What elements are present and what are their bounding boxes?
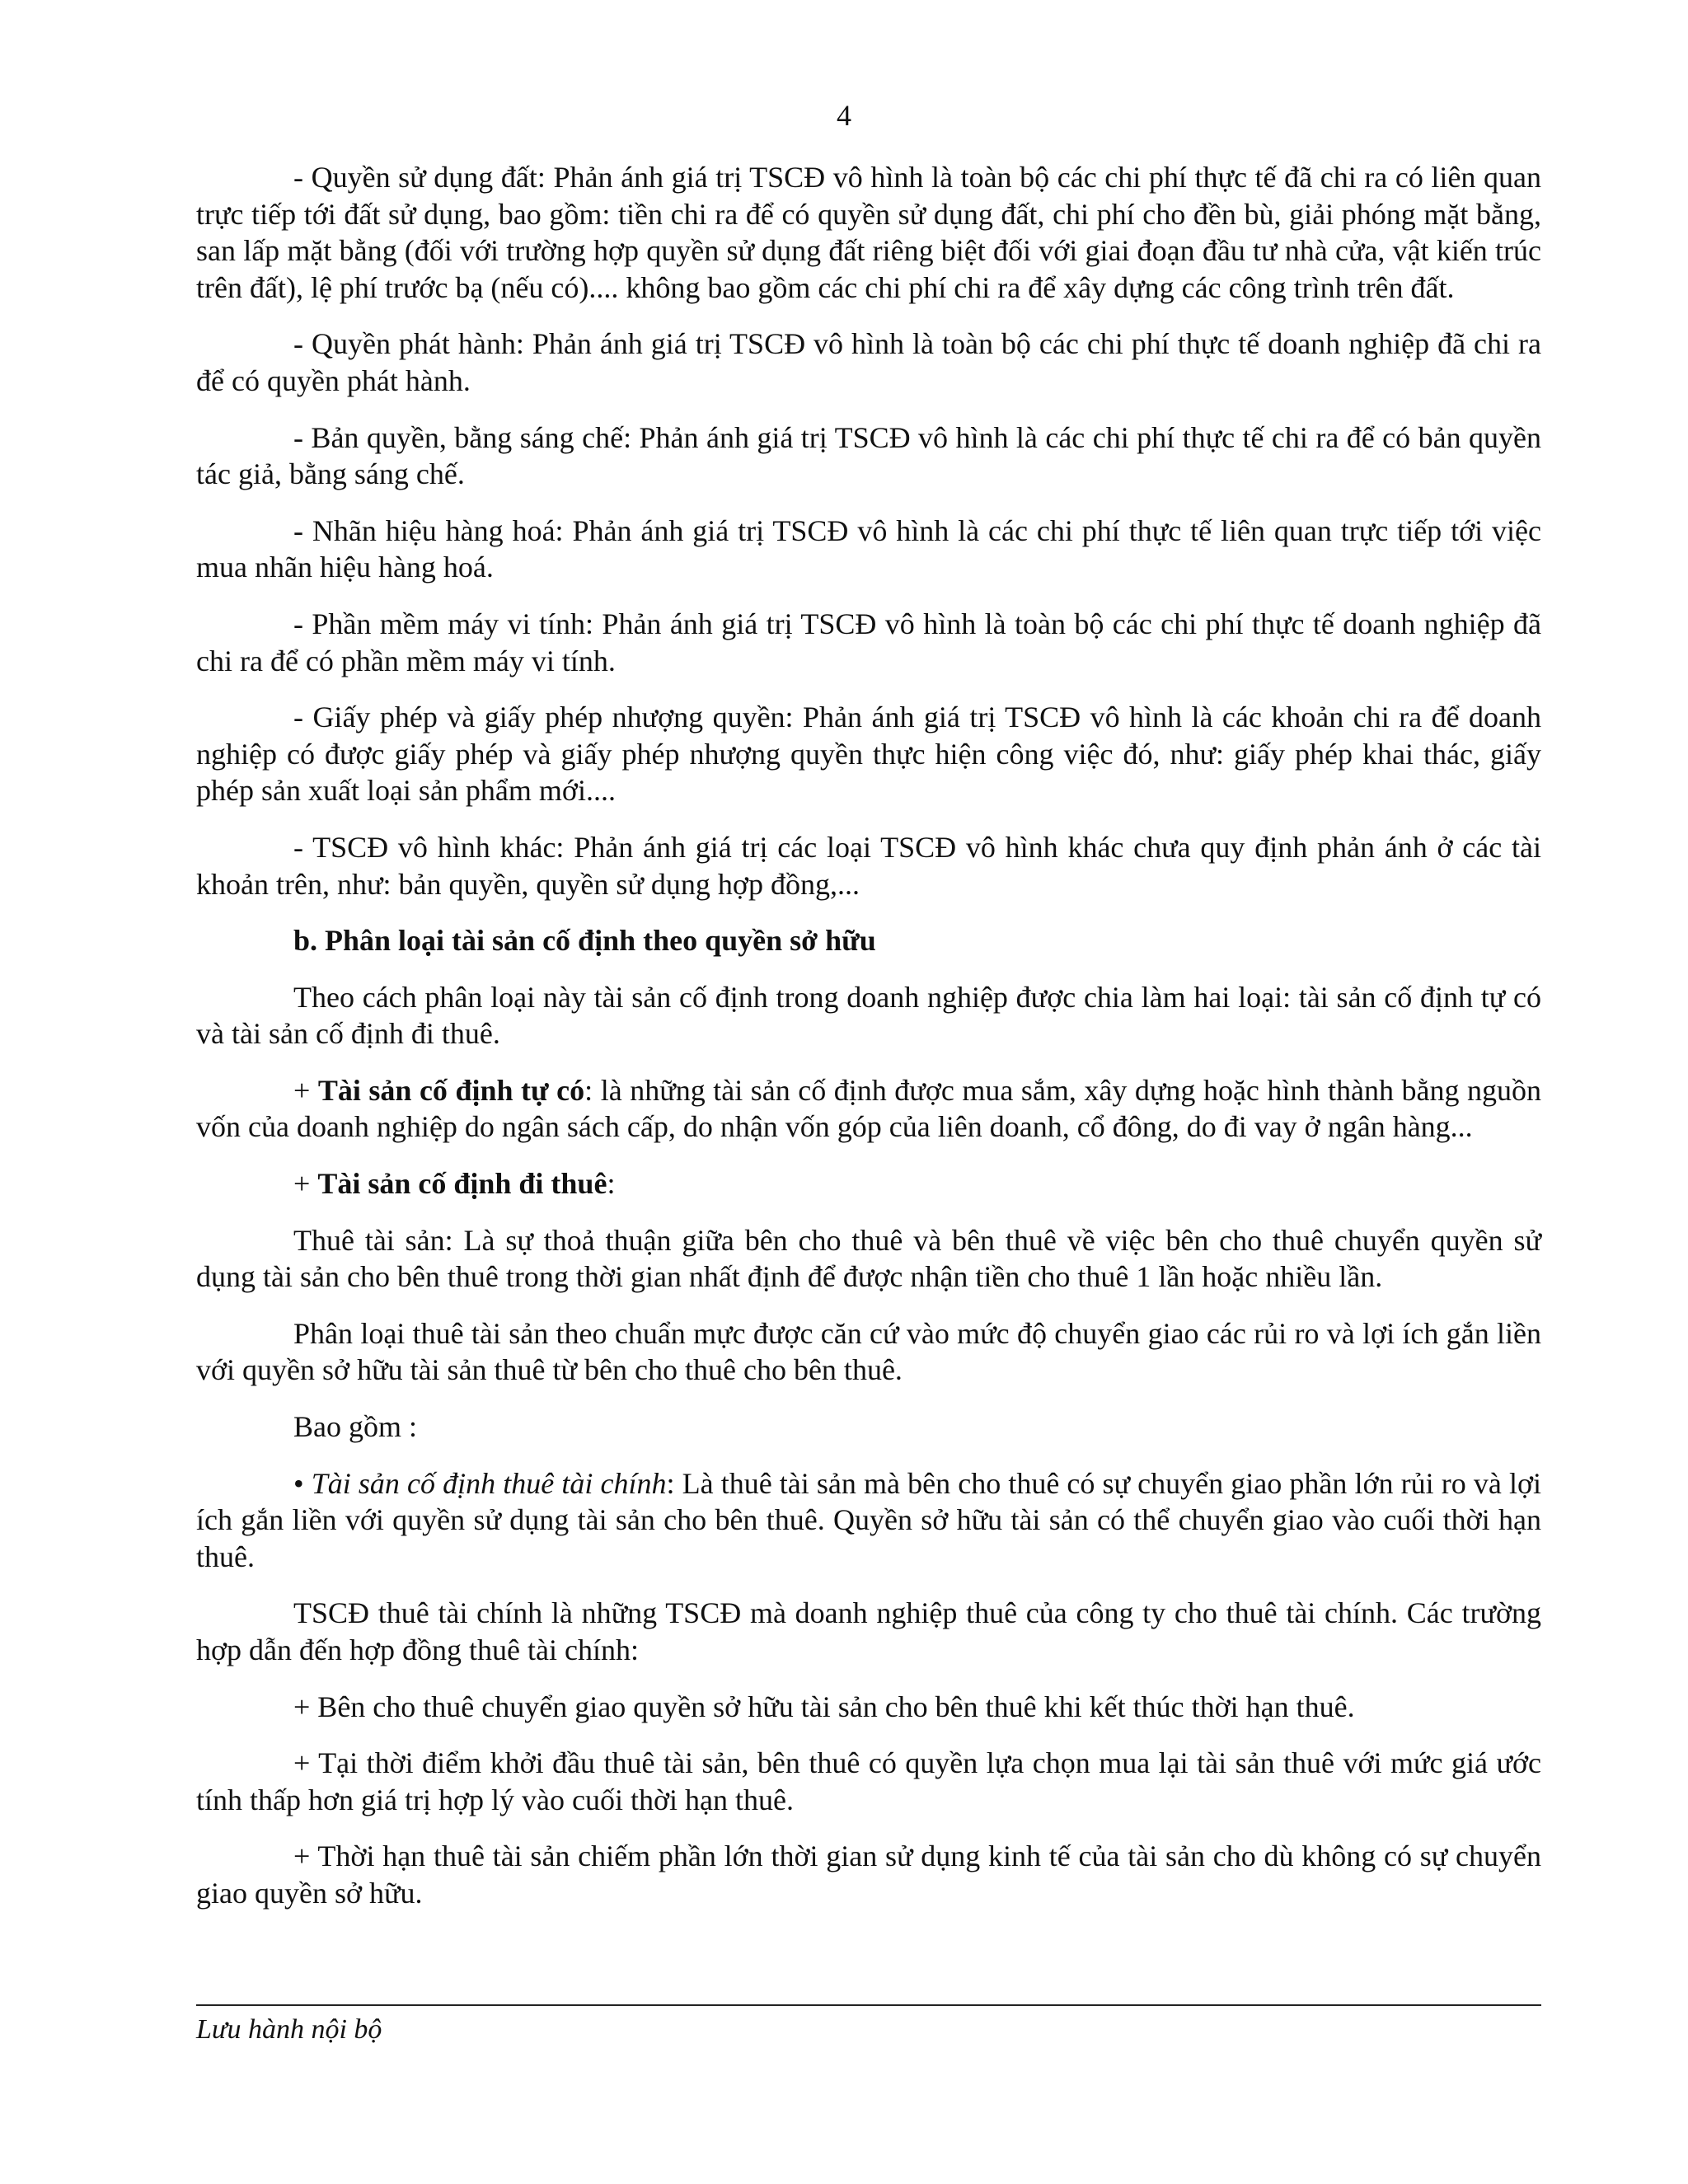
paragraph-case-purchase-option: + Tại thời điểm khởi đầu thuê tài sản, bên thuê có quyền lựa chọn mua lại tài sản thuê với mức giá ước tính thấp hơn giá trị hợp lý vào cuối thời hạn thuê.	[196, 1746, 1541, 1816]
paragraph-includes: Bao gồm :	[293, 1410, 417, 1444]
finance-lease-definition: : Là thuê tài sản mà bên cho thuê có sự chuyển giao phần lớn rủi ro và lợi ích gắn liền với quyền sử dụng tài sản cho bên thuê. Quyền sở hữu tài sản có thể chuyển giao vào cuối thời hạn thuê.	[196, 1466, 1542, 1573]
paragraph-trademark: - Nhãn hiệu hàng hoá: Phản ánh giá trị TSCĐ vô hình là các chi phí thực tế liên quan trực tiếp tới việc mua nhãn hiệu hàng hoá.	[196, 513, 1541, 584]
paragraph-other-intangible: - TSCĐ vô hình khác: Phản ánh giá trị các loại TSCĐ vô hình khác chưa quy định phản ánh ở các tài khoản trên, như: bản quyền, quyền sử dụng hợp đồng,...	[196, 830, 1541, 901]
finance-lease-term: Tài sản cố định thuê tài chính	[311, 1466, 667, 1500]
leased-assets-colon: :	[607, 1167, 616, 1201]
paragraph-licenses: - Giấy phép và giấy phép nhượng quyền: Phản ánh giá trị TSCĐ vô hình là các khoản chi ra để doanh nghiệp có được giấy phép và giấy phép nhượng quyền thực hiện công việc đó, như: giấy phép khai thác, giấy phép sản xuất loại sản phẩm mới....	[196, 701, 1541, 808]
paragraph-copyright-patent: - Bản quyền, bằng sáng chế: Phản ánh giá trị TSCĐ vô hình là các chi phí thực tế chi ra để có bản quyền tác giả, bằng sáng chế.	[196, 420, 1541, 491]
paragraph-owned-assets	[196, 1072, 1541, 1146]
paragraph-classification-intro: Theo cách phân loại này tài sản cố định trong doanh nghiệp được chia làm hai loại: tài sản cố định tự có và tài sản cố định đi thuê.	[196, 980, 1541, 1051]
paragraph-lease-definition: Thuê tài sản: Là sự thoả thuận giữa bên cho thuê và bên thuê về việc bên cho thuê chuyển quyền sử dụng tài sản cho bên thuê trong thời gian nhất định để được nhận tiền cho thuê 1 lần hoặc nhiều lần.	[196, 1223, 1541, 1294]
section-heading-b: b. Phân loại tài sản cố định theo quyền sở hữu	[293, 924, 876, 958]
owned-assets-term: Tài sản cố định tự có	[317, 1073, 585, 1107]
paragraph-land-use-rights: - Quyền sử dụng đất: Phản ánh giá trị TSCĐ vô hình là toàn bộ các chi phí thực tế đã chi ra có liên quan trực tiếp tới đất sử dụng, bao gồm: tiền chi ra để có quyền sử dụng đất, chi phí cho đền bù, giải phóng mặt bằng, san lấp mặt bằng (đối với trường hợp quyền sử dụng đất riêng biệt đối với giai đoạn đầu tư nhà cửa, vật kiến trúc trên đất), lệ phí trước bạ (nếu có).... không bao gồm các chi phí chi ra để xây dựng các công trình trên đất.	[196, 161, 1541, 304]
paragraph-finance-lease	[196, 1465, 1541, 1576]
leased-assets-term: Tài sản cố định đi thuê	[317, 1167, 607, 1201]
page-number: 4	[837, 99, 851, 132]
owned-assets-definition: : là những tài sản cố định được mua sắm, xây dựng hoặc hình thành bằng nguồn vốn của doanh nghiệp do ngân sách cấp, do nhận vốn góp của liên doanh, cổ đông, do đi vay ở ngân hàng...	[196, 1073, 1541, 1144]
paragraph-software: - Phần mềm máy vi tính: Phản ánh giá trị TSCĐ vô hình là toàn bộ các chi phí thực tế doanh nghiệp đã chi ra để có phần mềm máy vi tính.	[196, 607, 1541, 677]
paragraph-finance-lease-cases: TSCĐ thuê tài chính là những TSCĐ mà doanh nghiệp thuê của công ty cho thuê tài chính. Các trường hợp dẫn đến hợp đồng thuê tài chính:	[196, 1596, 1541, 1666]
footer-note: Lưu hành nội bộ	[196, 2014, 382, 2045]
plus-prefix: +	[293, 1167, 318, 1201]
paragraph-lease-classification: Phân loại thuê tài sản theo chuẩn mực được căn cứ vào mức độ chuyển giao các rủi ro và lợi ích gắn liền với quyền sở hữu tài sản thuê từ bên cho thuê cho bên thuê.	[196, 1316, 1541, 1387]
paragraph-issuance-rights: - Quyền phát hành: Phản ánh giá trị TSCĐ vô hình là toàn bộ các chi phí thực tế doanh nghiệp đã chi ra để có quyền phát hành.	[196, 327, 1541, 397]
paragraph-case-ownership-transfer: + Bên cho thuê chuyển giao quyền sở hữu tài sản cho bên thuê khi kết thúc thời hạn thuê.	[293, 1690, 1355, 1723]
bullet-icon: •	[293, 1466, 304, 1500]
plus-prefix: +	[293, 1073, 318, 1107]
footer-divider	[196, 2004, 1541, 2006]
document-body	[196, 159, 1541, 1932]
paragraph-case-lease-term: + Thời hạn thuê tài sản chiếm phần lớn thời gian sử dụng kinh tế của tài sản cho dù không có sự chuyển giao quyền sở hữu.	[196, 1840, 1541, 1910]
paragraph-leased-assets	[196, 1165, 1541, 1202]
